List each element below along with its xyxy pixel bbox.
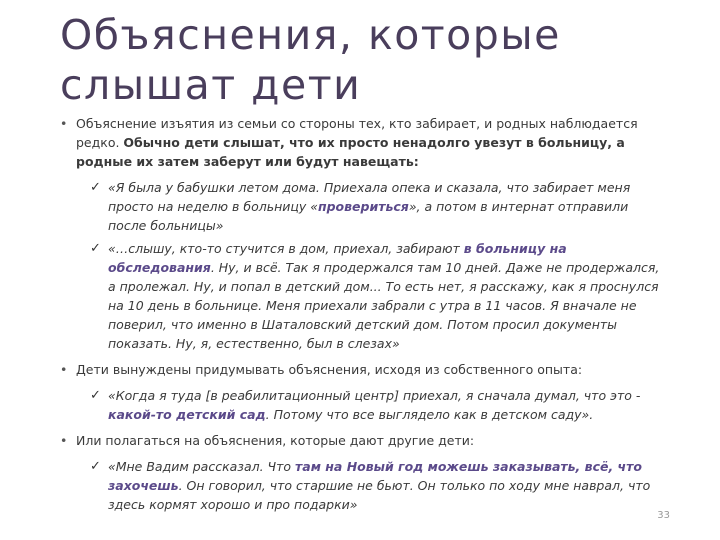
quote-text: «Когда я туда [в реабилитационный центр] приехал, я сначала думал, что это - [108, 388, 641, 403]
quote-text: «Мне Вадим рассказал. Что [108, 459, 296, 474]
quote-highlight: в больницу на обследования [108, 241, 567, 275]
title-line-2: слышат дети [60, 61, 362, 109]
quote-text: . Он говорил, что старшие не бьют. Он только по ходу мне наврал, что здесь кормят хорошо и про подарки» [108, 478, 651, 512]
quote-list [90, 457, 670, 514]
bullet-item [60, 360, 670, 379]
checkmark-icon: ✓ [90, 388, 101, 403]
quote-item [90, 239, 670, 353]
quote-list [90, 386, 670, 424]
quote-highlight: провериться [317, 199, 409, 214]
quote-item [90, 178, 670, 235]
bullet-text: Объяснение изъятия из семьи со стороны тех, кто забирает, и родных наблюдается редко. [76, 116, 638, 150]
quote-list [90, 178, 670, 353]
bullet-item [60, 114, 670, 171]
slide-content [60, 114, 670, 521]
checkmark-icon: ✓ [90, 180, 101, 195]
bullet-item [60, 431, 670, 450]
slide-title [60, 10, 680, 110]
quote-highlight: там на Новый год можешь заказывать, всё, что захочешь [108, 459, 642, 493]
quote-highlight: какой-то детский сад [108, 407, 266, 422]
bullet-text: Или полагаться на объяснения, которые дают другие дети: [76, 433, 475, 448]
checkmark-icon: ✓ [90, 459, 101, 474]
quote-text: «…слышу, кто-то стучится в дом, приехал, забирают [108, 241, 464, 256]
bullet-text-bold: Обычно дети слышат, что их просто ненадолго увезут в больницу, а родные их затем заберут или будут навещать: [76, 135, 625, 169]
checkmark-icon: ✓ [90, 241, 101, 256]
quote-text: . Потому что все выглядело как в детском саду». [265, 407, 594, 422]
page-number: 33 [657, 510, 670, 521]
title-line-1: Объяснения, которые [60, 11, 561, 59]
quote-text: », а потом в интернат отправили после больницы» [108, 199, 629, 233]
quote-item [90, 386, 670, 424]
quote-text: . Ну, и всё. Так я продержался там 10 дней. Даже не продержался, а пролежал. Ну, и попал в детский дом... То есть нет, я расскажу, как я проснулся на 10 день в больнице. Меня приехали забрали с утра в 11 часов. Я вначале не поверил, что именно в Шаталовский детский дом. Потом просил документы показать. Ну, я, естественно, был в слезах» [108, 260, 660, 351]
quote-item [90, 457, 670, 514]
quote-text: «Я была у бабушки летом дома. Приехала опека и сказала, что забирает меня просто на неделю в больницу « [108, 180, 631, 214]
bullet-text: Дети вынуждены придумывать объяснения, исходя из собственного опыта: [76, 362, 583, 377]
